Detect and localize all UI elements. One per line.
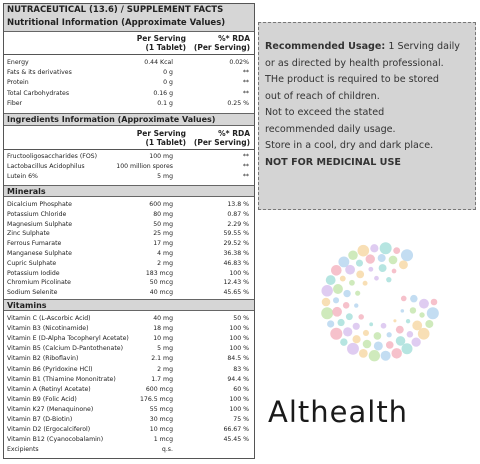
row-name: Dicalcium Phosphate [7, 201, 72, 208]
logo-dot [396, 336, 406, 346]
minerals-title: Minerals [4, 185, 254, 197]
ing-col-tablet: (1 Tablet) [145, 138, 186, 147]
row-name: Fats & its derivatives [7, 69, 72, 77]
row-value: 40 mcg [149, 289, 173, 297]
row-rda: 100 % [229, 269, 249, 277]
row-name: Potassium Iodide [7, 269, 60, 277]
logo-dot [332, 307, 342, 317]
row-rda: ** [242, 162, 249, 170]
ingredients-title: Ingredients Information (Approximate Values) [4, 113, 254, 126]
brand-logo-icon [320, 232, 440, 372]
row-rda: 84.5 % [227, 355, 249, 363]
row-rda: 100 % [229, 395, 249, 403]
row-rda: ** [242, 69, 249, 77]
facts-row [7, 415, 251, 424]
row-value: 100 million spores [116, 162, 173, 170]
col-rda: %* RDA [218, 34, 250, 43]
row-name: Vitamin B7 (D-Biotin) [7, 416, 73, 423]
row-rda: 75 % [233, 416, 249, 423]
row-value: 40 mg [153, 315, 173, 322]
row-rda: 83 % [233, 365, 249, 373]
facts-row [7, 68, 251, 77]
row-name: Vitamin B2 (Riboflavin) [7, 355, 79, 363]
logo-dot [340, 276, 346, 282]
facts-row [7, 324, 251, 333]
logo-dot [340, 338, 347, 345]
row-rda: 100 % [229, 325, 249, 333]
facts-row [7, 425, 251, 434]
logo-dot [347, 343, 359, 355]
row-name: Sodium Selenite [7, 289, 58, 297]
logo-dot [333, 284, 343, 294]
logo-dot [358, 245, 370, 257]
logo-dot [337, 319, 344, 326]
row-value: 5 mg [157, 172, 173, 180]
logo-dot [431, 299, 438, 306]
facts-row [7, 152, 251, 161]
facts-row [7, 220, 251, 229]
logo-dot [392, 269, 397, 274]
usage-line4: out of reach of children. [265, 90, 380, 102]
logo-dot [330, 328, 342, 340]
logo-dot [354, 303, 358, 307]
logo-dot [327, 320, 334, 327]
facts-row [7, 269, 251, 278]
logo-dot [343, 302, 350, 309]
facts-row [7, 239, 251, 248]
row-name: Fructooligosaccharides (FOS) [7, 153, 98, 160]
logo-dot [359, 349, 368, 358]
logo-dot [333, 297, 339, 303]
ing-col-rda: %* RDA [218, 129, 250, 138]
facts-row [7, 259, 251, 268]
row-rda: 100 % [229, 405, 249, 413]
facts-row [7, 210, 251, 219]
row-value: 50 mcg [149, 279, 173, 287]
logo-dot [402, 343, 413, 354]
facts-row [7, 89, 251, 98]
logo-dot [396, 326, 404, 334]
logo-dot [386, 341, 394, 349]
row-rda: ** [242, 172, 249, 180]
usage-line2: or as directed by health professional. [265, 57, 444, 69]
row-rda: ** [242, 79, 249, 87]
row-name: Cupric Sulphate [7, 259, 57, 267]
facts-title-band [4, 4, 254, 32]
col-tablet: (1 Tablet) [145, 43, 186, 52]
logo-dot [374, 341, 383, 350]
row-value: 600 mcg [145, 385, 173, 393]
logo-dot [393, 247, 400, 254]
row-rda: 36.38 % [223, 250, 249, 257]
row-name: Vitamin A (Retinyl Acetate) [7, 385, 91, 393]
logo-dot [374, 276, 379, 281]
row-value: 0 g [163, 69, 173, 77]
ing-col-per-serving: Per Serving [136, 129, 186, 138]
logo-dot [401, 296, 407, 302]
logo-dot [419, 312, 424, 317]
facts-row [7, 395, 251, 404]
logo-dot [381, 323, 387, 329]
facts-row [7, 445, 251, 454]
row-value: 25 mg [153, 230, 173, 238]
row-rda: 50 % [233, 315, 249, 322]
facts-row [7, 344, 251, 353]
logo-dot [412, 321, 422, 331]
logo-dot [407, 331, 414, 338]
usage-line6: recommended daily usage. [265, 123, 396, 135]
col-rda-sub: (Per Serving) [193, 43, 250, 52]
row-rda: 66.67 % [223, 426, 249, 434]
row-rda: ** [242, 153, 249, 160]
logo-dot [370, 244, 378, 252]
logo-dot [321, 285, 332, 296]
facts-row [7, 365, 251, 374]
facts-row [7, 385, 251, 394]
row-name: Manganese Sulphate [7, 250, 72, 257]
logo-dot [389, 256, 398, 265]
row-value: 2.1 mg [151, 355, 173, 363]
logo-dot [352, 335, 360, 343]
logo-dot [369, 322, 373, 326]
row-rda: 100 % [229, 345, 249, 353]
row-name: Magnesium Sulphate [7, 220, 73, 228]
row-rda: 60 % [233, 385, 249, 393]
row-value: 5 mg [157, 345, 173, 353]
logo-dot [386, 277, 391, 282]
row-name: Vitamin D2 (Ergocalciferol) [7, 426, 91, 434]
logo-dot [355, 291, 360, 296]
logo-dot [419, 299, 429, 309]
row-rda: 45.45 % [223, 436, 249, 444]
row-value: 2 mg [157, 259, 173, 267]
facts-row [7, 58, 251, 67]
row-rda: 94.4 % [227, 375, 249, 383]
logo-dot [401, 249, 413, 261]
facts-row [7, 229, 251, 238]
facts-row [7, 78, 251, 87]
logo-dot [321, 307, 333, 319]
facts-row [7, 314, 251, 323]
logo-dot [368, 267, 373, 272]
logo-dot [411, 337, 420, 346]
row-value: 10 mg [153, 335, 173, 343]
logo-dot [393, 319, 396, 322]
row-name: Vitamin B3 (Nicotinamide) [7, 325, 89, 333]
row-name: Vitamin B5 (Calcium D-Pantothenate) [7, 345, 123, 353]
facts-row [7, 278, 251, 287]
usage-line3: THe product is required to be stored [265, 74, 440, 85]
row-value: 1.7 mg [151, 375, 173, 383]
row-value: 17 mg [153, 240, 173, 248]
facts-row [7, 172, 251, 181]
row-value: q.s. [161, 446, 173, 454]
row-value: 30 mcg [149, 416, 173, 423]
brand-name: Althealth [268, 395, 409, 429]
row-value: 183 mcg [145, 269, 173, 277]
logo-dot [401, 309, 405, 313]
row-value: 18 mg [153, 325, 173, 333]
usage-line5: Not to exceed the stated [265, 107, 385, 118]
row-name: Vitamin B1 (Thiamine Mononitrate) [7, 375, 116, 383]
usage-label: Recommended Usage: [265, 41, 386, 52]
row-rda: 2.29 % [227, 220, 249, 228]
facts-row [7, 288, 251, 297]
row-rda: 13.8 % [227, 201, 249, 208]
vitamins-title: Vitamins [4, 299, 254, 311]
row-value: 0.16 g [153, 89, 173, 97]
row-value: 0 g [163, 79, 173, 87]
row-name: Potassium Chloride [7, 210, 67, 218]
divider [4, 149, 254, 150]
logo-dot [366, 254, 375, 263]
logo-dot [348, 250, 358, 260]
logo-dot [363, 330, 369, 336]
facts-row [7, 405, 251, 414]
row-value: 4 mg [157, 250, 173, 257]
logo-dot [358, 314, 364, 320]
logo-dot [343, 327, 352, 336]
row-rda: 45.65 % [223, 289, 249, 297]
logo-dot [346, 313, 353, 320]
usage-line1: 1 Serving daily [385, 41, 460, 52]
row-rda: 59.55 % [223, 230, 249, 238]
facts-title: NUTRACEUTICAL (13.6) / SUPPLEMENT FACTS [7, 5, 224, 15]
logo-dot [326, 275, 336, 285]
ing-col-rda-sub: (Per Serving) [193, 138, 250, 147]
row-value: 1 mcg [153, 436, 173, 444]
logo-dot [343, 290, 350, 297]
row-value: 176.5 mcg [139, 395, 173, 403]
supplement-facts-panel [3, 3, 255, 459]
logo-dot [427, 307, 439, 319]
row-rda: 0.87 % [227, 210, 249, 218]
row-value: 0.44 Kcal [144, 59, 173, 66]
facts-row [7, 162, 251, 171]
row-rda: 0.25 % [227, 99, 249, 107]
row-value: 2 mg [157, 365, 173, 373]
logo-dot [379, 264, 387, 272]
row-name: Total Carbohydrates [7, 89, 70, 97]
usage-line7: Store in a cool, dry and dark place. [265, 140, 434, 151]
logo-dot [369, 350, 380, 361]
facts-subtitle: Nutritional Information (Approximate Values) [7, 18, 226, 28]
row-value: 600 mg [149, 201, 173, 208]
facts-row [7, 200, 251, 209]
facts-row [7, 354, 251, 363]
row-name: Zinc Sulphate [7, 230, 50, 238]
facts-row [7, 375, 251, 384]
logo-dot [410, 307, 416, 313]
col-per-serving: Per Serving [136, 34, 186, 43]
row-value: 50 mg [153, 220, 173, 228]
row-rda: 46.83 % [223, 259, 249, 267]
logo-dot [378, 254, 386, 262]
row-name: Excipients [7, 446, 39, 454]
row-name: Lutein 6% [7, 172, 38, 180]
logo-dot [391, 348, 401, 358]
logo-dot [363, 281, 368, 286]
row-value: 55 mcg [149, 405, 173, 413]
row-value: 0.1 g [157, 99, 173, 107]
row-name: Ferrous Fumarate [7, 240, 62, 248]
row-name: Fiber [7, 99, 23, 107]
row-name: Chromium Picolinate [7, 279, 71, 287]
facts-row [7, 249, 251, 258]
logo-dot [353, 323, 360, 330]
logo-dot [356, 270, 364, 278]
divider [4, 54, 254, 55]
row-rda: 0.02% [229, 59, 249, 66]
facts-row [7, 334, 251, 343]
row-name: Vitamin B6 (Pyridoxine HCl) [7, 365, 93, 373]
logo-dot [356, 260, 363, 267]
logo-dot [374, 332, 382, 340]
recommended-usage-box [258, 22, 476, 210]
logo-dot [410, 295, 417, 302]
logo-dot [399, 260, 408, 269]
row-name: Vitamin E (D-Alpha Tocopheryl Acetate) [7, 335, 129, 343]
logo-dot [381, 351, 391, 361]
row-name: Protein [7, 79, 29, 87]
logo-dot [322, 298, 331, 307]
facts-row [7, 99, 251, 108]
row-value: 100 mg [149, 153, 173, 160]
row-rda: 29.52 % [223, 240, 249, 248]
logo-dot [331, 265, 342, 276]
row-rda: 12.43 % [223, 279, 249, 287]
logo-dot [345, 265, 355, 275]
row-value: 10 mcg [149, 426, 173, 434]
logo-dot [406, 319, 410, 323]
row-name: Vitamin K27 (Menaquinone) [7, 405, 94, 413]
logo-dot [425, 320, 433, 328]
logo-dot [349, 280, 355, 286]
row-name: Vitamin B9 (Folic Acid) [7, 395, 77, 403]
row-rda: 100 % [229, 335, 249, 343]
row-value: 80 mg [153, 210, 173, 218]
logo-dot [387, 332, 392, 337]
row-rda: ** [242, 89, 249, 97]
logo-dot [363, 340, 372, 349]
usage-warning: NOT FOR MEDICINAL USE [265, 156, 401, 168]
facts-row [7, 435, 251, 444]
row-name: Vitamin C (L-Ascorbic Acid) [7, 315, 91, 322]
row-name: Vitamin B12 (Cyanocobalamin) [7, 436, 104, 444]
row-name: Energy [7, 59, 29, 66]
row-name: Lactobacillus Acidophilus [7, 162, 85, 170]
logo-dot [380, 242, 392, 254]
